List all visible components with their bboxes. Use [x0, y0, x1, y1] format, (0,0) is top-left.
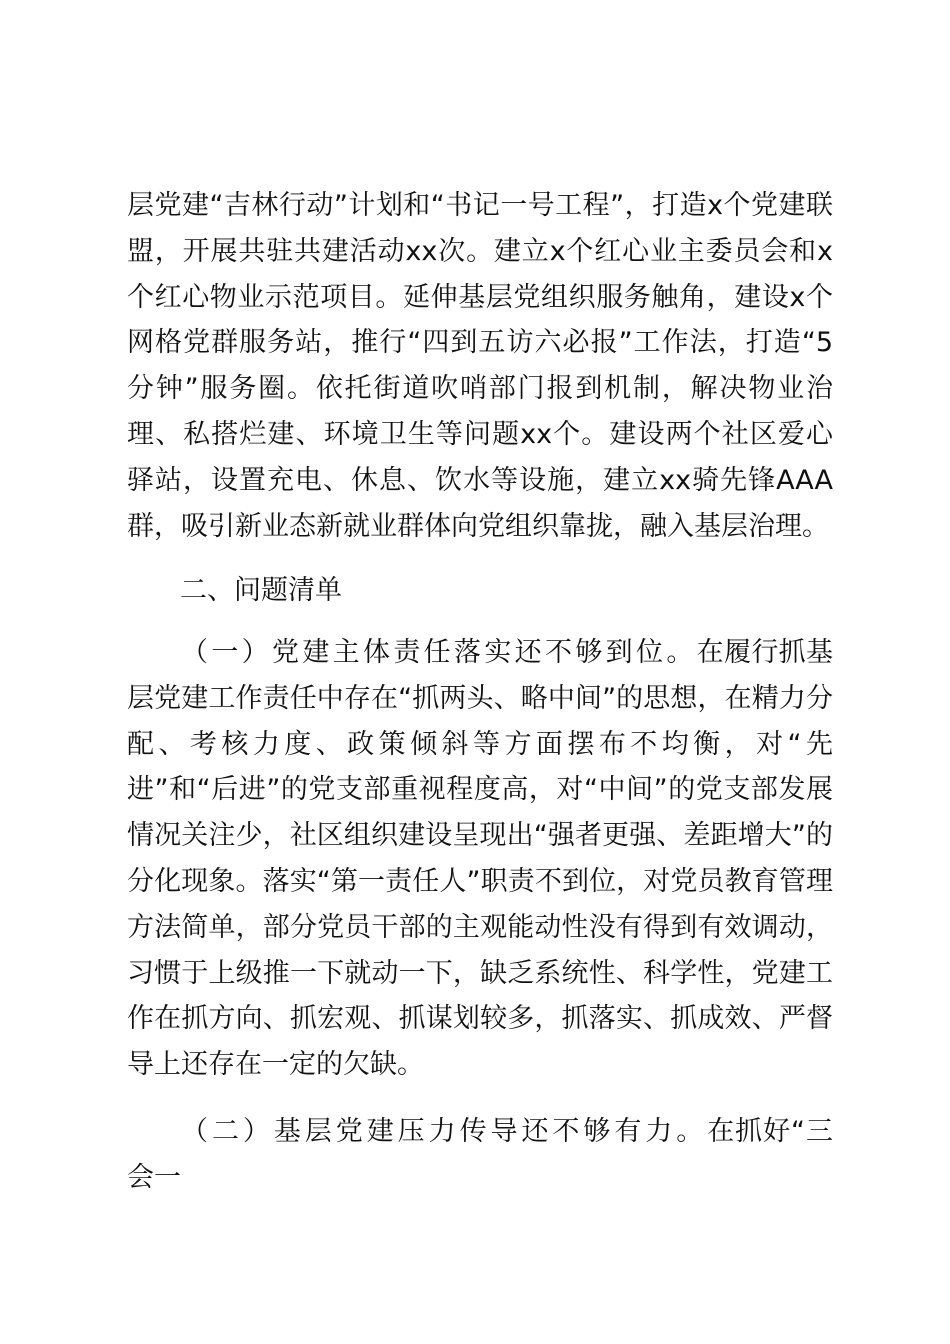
- item-2-text: [127, 1109, 833, 1201]
- item-1-text: [127, 630, 833, 1088]
- item-2-paragraph: [127, 1109, 833, 1201]
- section-heading-text: 二、问题清单: [180, 575, 342, 606]
- item-2-subheading: （二）基层党建压力传导还不够有力。: [181, 1116, 708, 1147]
- item-1-paragraph: [127, 630, 833, 1088]
- intro-paragraph-text: 层党建“吉林行动”计划和“书记一号工程”，打造x个党建联盟，开展共驻共建活动xx次。建立x个红心业主委员会和x个红心物业示范项目。延伸基层党组织服务触角，建设x个网格党群服务站，推行“四到五访六必报”工作法，打造“5分钟”服务圈。依托街道吹哨部门报到机制，解决物业治理、私搭烂建、环境卫生等问题xx个。建设两个社区爱心驿站，设置充电、休息、饮水等设施，建立xx骑先锋AAA群，吸引新业态新就业群体向党组织靠拢，融入基层治理。: [127, 190, 833, 542]
- section-heading: [180, 568, 833, 614]
- item-2-body: 在抓好“三会一: [127, 1116, 834, 1193]
- intro-paragraph: [127, 183, 833, 549]
- item-1-subheading: （一）党建主体责任落实还不够到位。: [181, 637, 697, 668]
- item-1-body: 在履行抓基层党建工作责任中存在“抓两头、略中间”的思想，在精力分配、考核力度、政策倾斜等方面摆布不均衡，对“先进”和“后进”的党支部重视程度高，对“中间”的党支部发展情况关注少，社区组织建设呈现出“强者更强、差距增大”的分化现象。落实“第一责任人”职责不到位，对党员教育管理方法简单，部分党员干部的主观能动性没有得到有效调动，习惯于上级推一下就动一下，缺乏系统性、科学性，党建工作在抓方向、抓宏观、抓谋划较多，抓落实、抓成效、严督导上还存在一定的欠缺。: [127, 637, 834, 1081]
